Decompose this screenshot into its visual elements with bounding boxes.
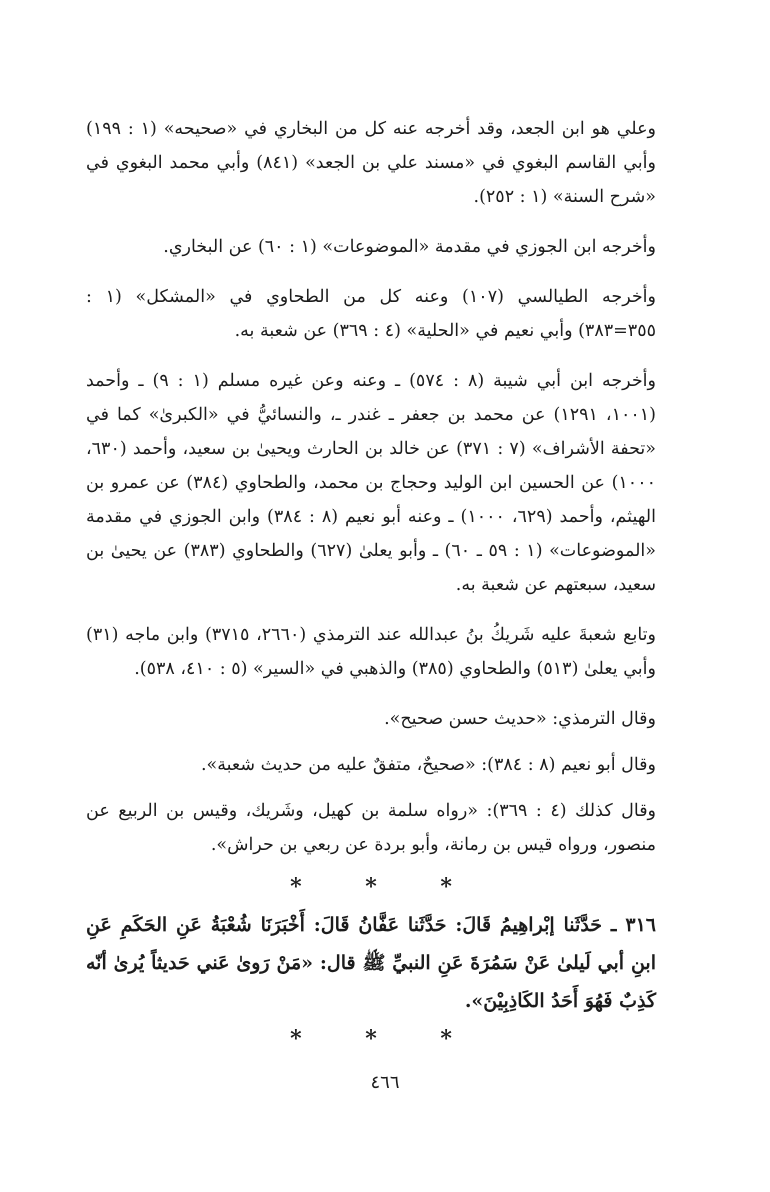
section-separator-top: * * * xyxy=(290,874,480,900)
hadith-316-text: ٣١٦ ـ حَدَّثَنا إبْراهِيمُ قَالَ: حَدَّثَنا عَفَّانُ قَالَ: أَخْبَرَنَا شُعْبَةُ عَنِ الحَكَمِ عَنِ ابنِ أبي لَيلىٰ عَنْ سَمُرَةَ عَنِ النبيِّ ﷺ قال: «مَنْ رَوىٰ عَني حَديثاً يُرىٰ أنّه كَذِبٌ فَهُوَ أَحَدُ الكَاذِبِيْنَ». xyxy=(86,914,656,1012)
page-body xyxy=(86,112,684,1058)
paragraph-abu-nuaym-note: وقال كذلك (٤ : ٣٦٩): «رواه سلمة بن كهيل، وشَريك، وقيس بن الربيع عن منصور، ورواه قيس بن رمانة، وأبو بردة عن ربعي بن حراش». xyxy=(86,801,657,855)
paragraph-tayalisi: وأخرجه الطيالسي (١٠٧) وعنه كل من الطحاوي في «المشكل» (١ : ٣٥٥=٣٨٣) وأبي نعيم في «الحلية» (٤ : ٣٦٩) عن شعبة به. xyxy=(86,287,656,341)
paragraph-abu-nuaym-grading: وقال أبو نعيم (٨ : ٣٨٤): «صحيحٌ، متفقٌ عليه من حديث شعبة». xyxy=(200,755,656,775)
page-number: ٤٦٦ xyxy=(370,1072,400,1093)
paragraph-ibn-jawzi: وأخرجه ابن الجوزي في مقدمة «الموضوعات» (١ : ٦٠) عن البخاري. xyxy=(163,237,656,257)
paragraph-sharik-mutabaah: وتابع شعبةَ عليه شَريكُ بنُ عبدالله عند الترمذي (٢٦٦٠، ٣٧١٥) وابن ماجه (٣١) وأبي يعلىٰ (٥١٣) والطحاوي (٣٨٥) والذهبي في «السير» (٥ : ٤١٠، ٥٣٨). xyxy=(86,625,657,679)
paragraph-tirmidhi-grading: وقال الترمذي: «حديث حسن صحيح». xyxy=(384,709,656,729)
section-separator-bottom: * * * xyxy=(290,1026,480,1052)
paragraph-ibn-abi-shaybah: وأخرجه ابن أبي شيبة (٨ : ٥٧٤) ـ وعنه وعن غيره مسلم (١ : ٩) ـ وأحمد (١٠٠١، ١٢٩١) عن محمد بن جعفر ـ غندر ـ، والنسائيُّ في «الكبرىٰ» كما في «تحفة الأشراف» (٧ : ٣٧١) عن خالد بن الحارث ويحيىٰ بن سعيد، وأحمد (٦٣٠، ١٠٠٠) عن الحسين ابن الوليد وحجاج بن محمد، والطحاوي (٣٨٤) عن عمرو بن الهيثم، وأحمد (٦٢٩، ١٠٠٠) ـ وعنه أبو نعيم (٨ : ٣٨٤) وابن الجوزي في مقدمة «الموضوعات» (١ : ٥٩ ـ ٦٠) ـ وأبو يعلىٰ (٦٢٧) والطحاوي (٣٨٣) عن يحيىٰ بن سعيد، سبعتهم عن شعبة به. xyxy=(86,371,657,595)
paragraph-ali-ibn-jad: وعلي هو ابن الجعد، وقد أخرجه عنه كل من البخاري في «صحيحه» (١ : ١٩٩) وأبي القاسم البغوي في «مسند علي بن الجعد» (٨٤١) وأبي محمد البغوي في «شرح السنة» (١ : ٢٥٢). xyxy=(86,119,656,207)
